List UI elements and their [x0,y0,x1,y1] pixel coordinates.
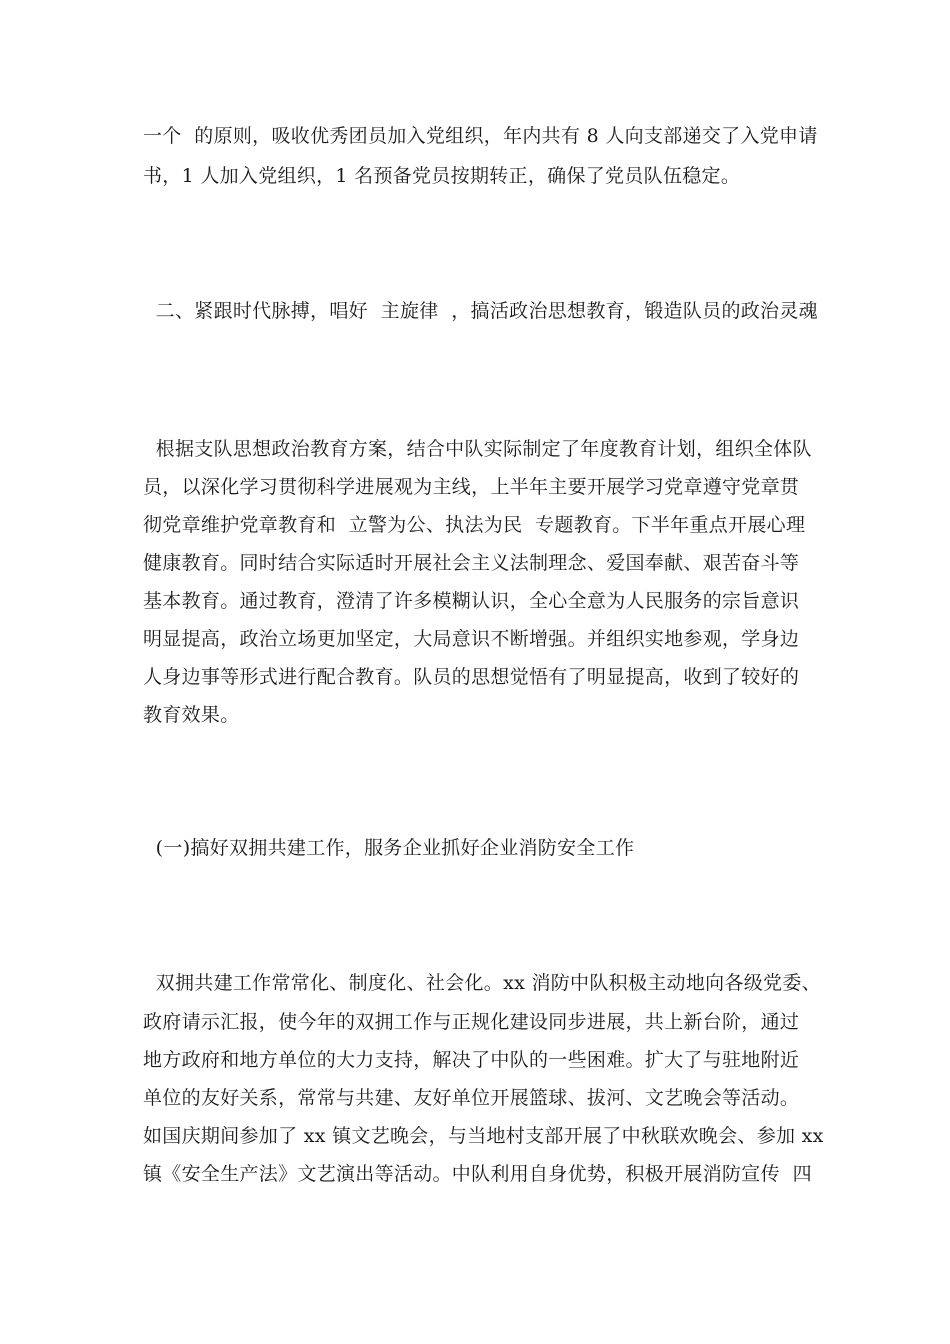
subsection-heading-text: (一)搞好双拥共建工作，服务企业抓好企业消防安全工作 [143,837,635,859]
text-line: 双拥共建工作常常化、制度化、社会化。xx 消防中队积极主动地向各级党委、 [143,972,821,994]
text-line: 根据支队思想政治教育方案，结合中队实际制定了年度教育计划，组织全体队 [143,438,812,460]
text-line: 一个 的原则，吸收优秀团员加入党组织，年内共有 8 人向支部递交了入党申请 [143,125,818,147]
text-line: 基本教育。通过教育，澄清了许多模糊认识，全心全意为人民服务的宗旨意识 [143,590,800,612]
text-line: 如国庆期间参加了 xx 镇文艺晚会，与当地村支部开展了中秋联欢晚会、参加 xx [143,1125,824,1147]
text-line: 员，以深化学习贯彻科学进展观为主线，上半年主要开展学习党章遵守党章贯 [143,476,800,498]
section-heading-text: 二、紧跟时代脉搏，唱好 主旋律 ，搞活政治思想教育，锻造队员的政治灵魂 [143,300,818,322]
text-line: 政府请示汇报，使今年的双拥工作与正规化建设同步进展，共上新台阶，通过 [143,1011,800,1033]
text-line: 明显提高，政治立场更加坚定，大局意识不断增强。并组织实地参观，学身边 [143,628,800,650]
text-line: 健康教育。同时结合实际适时开展社会主义法制理念、爱国奉献、艰苦奋斗等 [143,552,800,574]
text-line: 单位的友好关系，常常与共建、友好单位开展篮球、拔河、文艺晚会等活动。 [143,1087,800,1109]
text-line: 地方政府和地方单位的大力支持，解决了中队的一些困难。扩大了与驻地附近 [143,1049,800,1071]
text-line: 书，1 人加入党组织，1 名预备党员按期转正，确保了党员队伍稳定。 [143,165,741,187]
text-line: 镇《安全生产法》文艺演出等活动。中队利用自身优势，积极开展消防宣传 四 [143,1163,812,1185]
text-line: 教育效果。 [143,704,240,726]
text-line: 彻党章维护党章教育和 立警为公、执法为民 专题教育。下半年重点开展心理 [143,514,806,536]
text-line: 人身边事等形式进行配合教育。队员的思想觉悟有了明显提高，收到了较好的 [143,666,800,688]
